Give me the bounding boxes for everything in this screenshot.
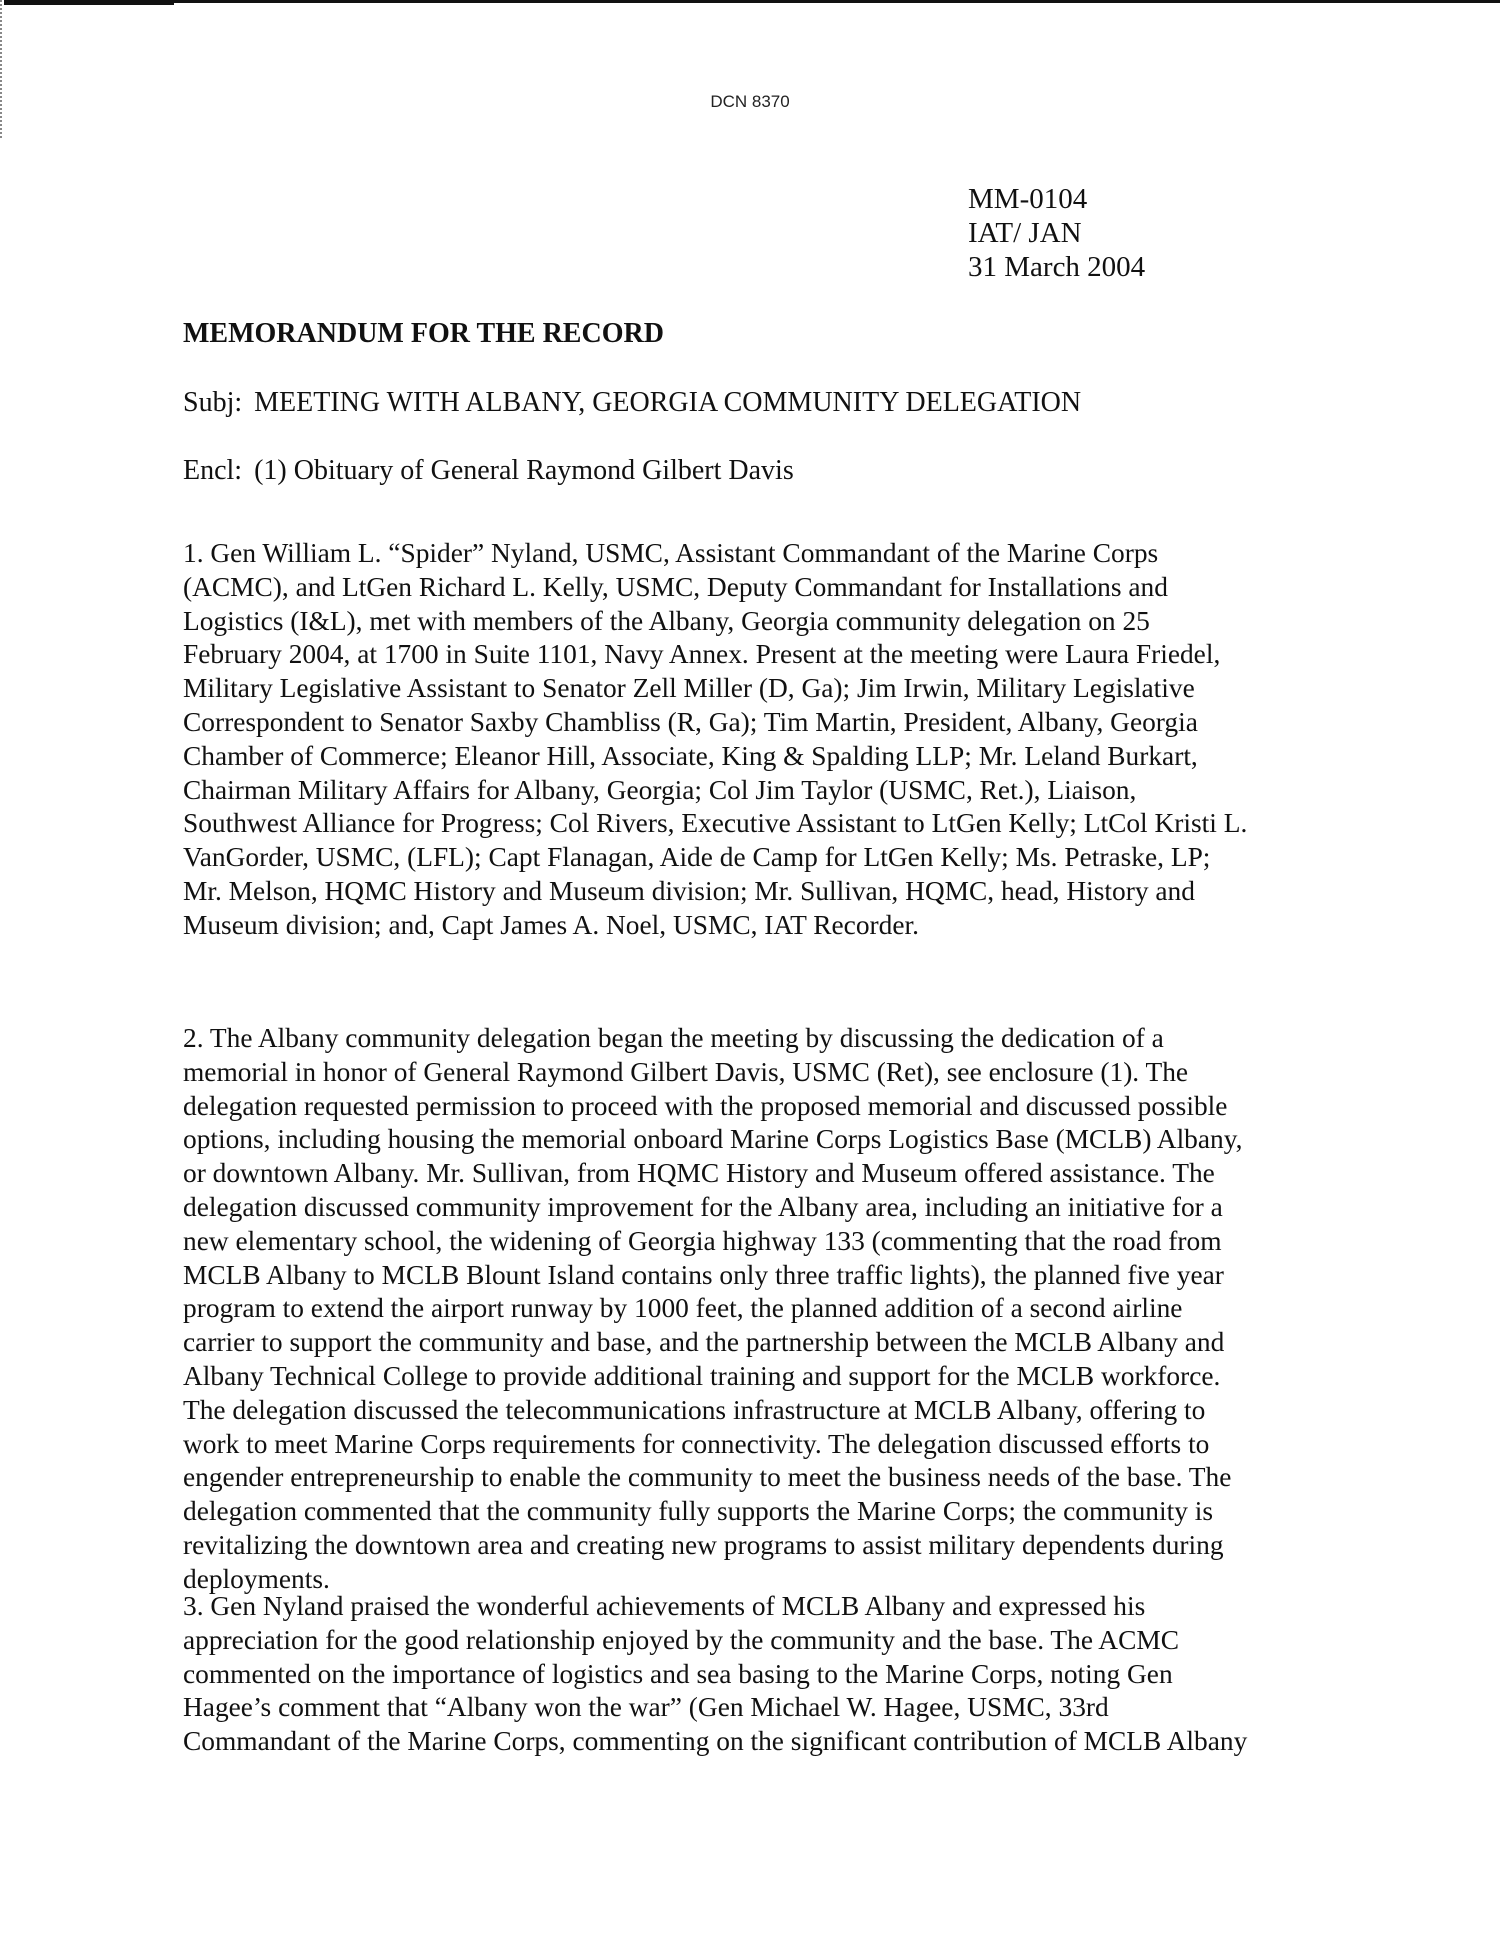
text-line: appreciation for the good relationship enjoyed by the community and the base. The ACMC (183, 1624, 1179, 1655)
enclosure-line (183, 455, 794, 487)
text-line: Southwest Alliance for Progress; Col Rivers, Executive Assistant to LtGen Kelly; LtCol Kristi L. (183, 808, 1248, 839)
text-line: delegation requested permission to proceed with the proposed memorial and discussed possible (183, 1090, 1228, 1121)
text-line: new elementary school, the widening of Georgia highway 133 (commenting that the road from (183, 1225, 1222, 1256)
text-line: revitalizing the downtown area and creating new programs to assist military dependents during (183, 1529, 1224, 1560)
document-control-number: DCN 8370 (710, 92, 790, 111)
text-line: memorial in honor of General Raymond Gilbert Davis, USMC (Ret), see enclosure (1). The (183, 1056, 1189, 1087)
text-line: Hagee’s comment that “Albany won the war” (Gen Michael W. Hagee, USMC, 33rd (183, 1692, 1109, 1723)
text-line: (ACMC), and LtGen Richard L. Kelly, USMC, Deputy Commandant for Installations and (183, 571, 1168, 602)
memo-title: MEMORANDUM FOR THE RECORD (183, 318, 664, 349)
paragraph-2 (183, 1022, 1333, 1597)
enclosure-label: Encl: (183, 455, 243, 486)
subject-label: Subj: (183, 387, 243, 418)
text-line: VanGorder, USMC, (LFL); Capt Flanagan, Aide de Camp for LtGen Kelly; Ms. Petraske, LP; (183, 842, 1211, 873)
text-line: The delegation discussed the telecommunications infrastructure at MCLB Albany, offering to (183, 1394, 1206, 1425)
text-line: delegation commented that the community fully supports the Marine Corps; the community is (183, 1496, 1214, 1527)
text-line: Military Legislative Assistant to Senator Zell Miller (D, Ga); Jim Irwin, Military Legislative (183, 673, 1195, 704)
scan-edge-top (4, 0, 1500, 3)
text-line: Chairman Military Affairs for Albany, Georgia; Col Jim Taylor (USMC, Ret.), Liaison, (183, 774, 1137, 805)
text-line: work to meet Marine Corps requirements for connectivity. The delegation discussed efforts to (183, 1428, 1210, 1459)
text-line: 2. The Albany community delegation began the meeting by discussing the dedication of a (183, 1023, 1164, 1053)
enclosure-text: (1) Obituary of General Raymond Gilbert Davis (254, 455, 794, 486)
text-line: commented on the importance of logistics and sea basing to the Marine Corps, noting Gen (183, 1658, 1173, 1689)
scan-edge-left (0, 0, 2, 140)
text-line: Chamber of Commerce; Eleanor Hill, Associate, King & Spalding LLP; Mr. Leland Burkart, (183, 740, 1198, 771)
text-line: February 2004, at 1700 in Suite 1101, Navy Annex. Present at the meeting were Laura Friedel, (183, 639, 1221, 670)
paragraph-1 (183, 537, 1333, 943)
text-line: Albany Technical College to provide additional training and support for the MCLB workforce. (183, 1360, 1221, 1391)
text-line: deployments. (183, 1563, 330, 1594)
reference-block (968, 182, 1145, 284)
subject-line (183, 387, 1081, 419)
text-line: 3. Gen Nyland praised the wonderful achievements of MCLB Albany and expressed his (183, 1591, 1146, 1621)
scan-edge-top-thick (4, 0, 174, 5)
text-line: Correspondent to Senator Saxby Chambliss (R, Ga); Tim Martin, President, Albany, Georgia (183, 706, 1198, 737)
text-line: options, including housing the memorial onboard Marine Corps Logistics Base (MCLB) Albany, (183, 1124, 1243, 1155)
text-line: or downtown Albany. Mr. Sullivan, from HQMC History and Museum offered assistance. The (183, 1158, 1215, 1189)
text-line: Commandant of the Marine Corps, commenting on the significant contribution of MCLB Albany (183, 1726, 1248, 1757)
originator-code: IAT/ JAN (968, 217, 1082, 249)
memo-number: MM-0104 (968, 183, 1088, 215)
text-line: Museum division; and, Capt James A. Noel, USMC, IAT Recorder. (183, 909, 919, 940)
text-line: Logistics (I&L), met with members of the Albany, Georgia community delegation on 25 (183, 605, 1150, 636)
subject-text: MEETING WITH ALBANY, GEORGIA COMMUNITY DELEGATION (254, 387, 1082, 418)
text-line: Mr. Melson, HQMC History and Museum division; Mr. Sullivan, HQMC, head, History and (183, 875, 1195, 906)
text-line: MCLB Albany to MCLB Blount Island contains only three traffic lights), the planned five year (183, 1259, 1224, 1290)
paragraph-3 (183, 1590, 1333, 1759)
text-line: carrier to support the community and base, and the partnership between the MCLB Albany and (183, 1327, 1225, 1358)
memo-date: 31 March 2004 (968, 251, 1146, 283)
text-line: 1. Gen William L. “Spider” Nyland, USMC, Assistant Commandant of the Marine Corps (183, 538, 1159, 568)
text-line: program to extend the airport runway by 1000 feet, the planned addition of a second airline (183, 1293, 1183, 1324)
text-line: engender entrepreneurship to enable the community to meet the business needs of the base. The (183, 1462, 1232, 1493)
text-line: delegation discussed community improvement for the Albany area, including an initiative for a (183, 1191, 1223, 1222)
